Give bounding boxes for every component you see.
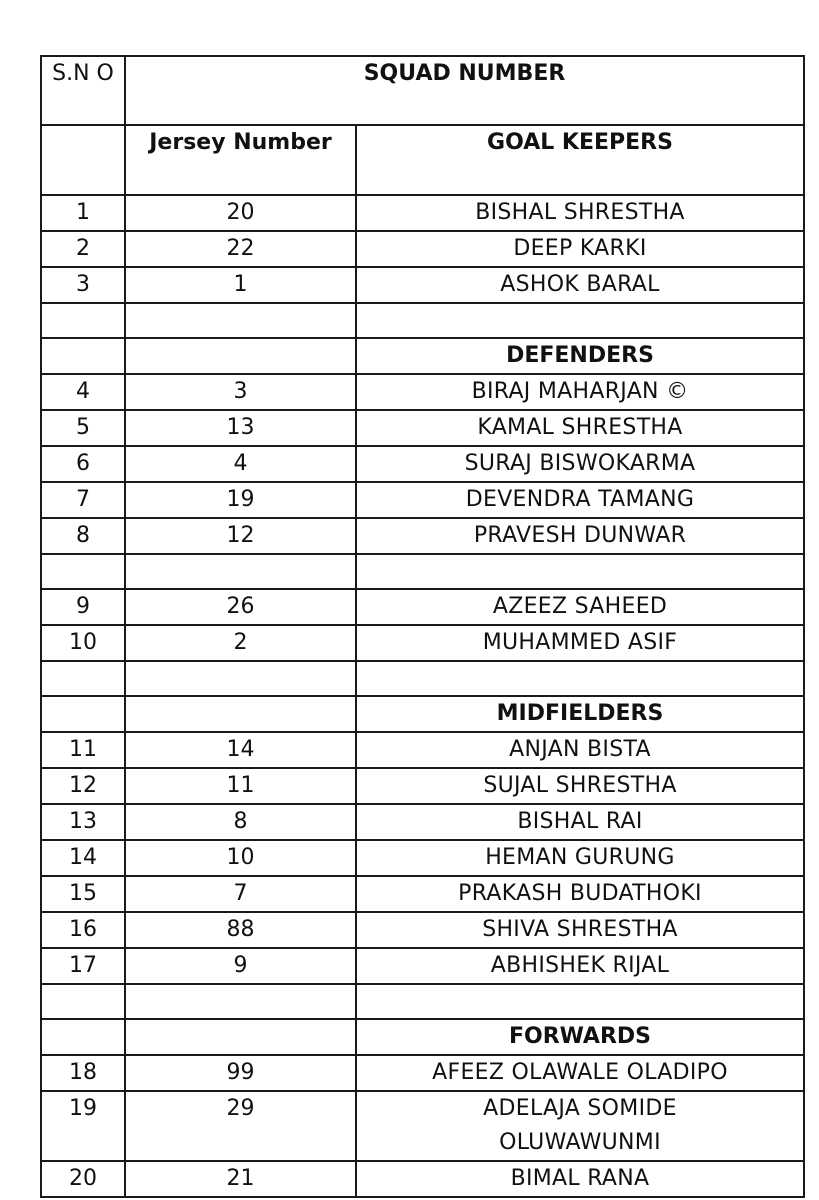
sno-cell: 19	[41, 1091, 125, 1161]
jersey-cell: 29	[125, 1091, 356, 1161]
sno-cell: 12	[41, 768, 125, 804]
sno-cell: 20	[41, 1161, 125, 1197]
sno-cell: 17	[41, 948, 125, 984]
empty-cell	[125, 696, 356, 732]
jersey-cell: 8	[125, 804, 356, 840]
table-row	[41, 625, 804, 661]
sno-cell: 1	[41, 195, 125, 231]
empty-cell	[356, 661, 804, 696]
player-name-cell: AFEEZ OLAWALE OLADIPO	[356, 1055, 804, 1091]
player-name-cell: KAMAL SHRESTHA	[356, 410, 804, 446]
empty-cell	[125, 338, 356, 374]
player-name-cell: BIMAL RANA	[356, 1161, 804, 1197]
jersey-cell: 88	[125, 912, 356, 948]
sno-cell: 3	[41, 267, 125, 303]
player-name-cell: ASHOK BARAL	[356, 267, 804, 303]
section-midfielders: MIDFIELDERS	[356, 696, 804, 732]
squad-table	[40, 55, 805, 1198]
sno-cell: 9	[41, 589, 125, 625]
jersey-cell: 99	[125, 1055, 356, 1091]
table-row	[41, 518, 804, 554]
jersey-cell: 1	[125, 267, 356, 303]
table-row	[41, 912, 804, 948]
jersey-cell: 26	[125, 589, 356, 625]
player-name-cell: ABHISHEK RIJAL	[356, 948, 804, 984]
jersey-cell: 9	[125, 948, 356, 984]
player-name-cell: SUJAL SHRESTHA	[356, 768, 804, 804]
empty-cell	[125, 984, 356, 1019]
section-defenders: DEFENDERS	[356, 338, 804, 374]
empty-cell	[125, 1019, 356, 1055]
empty-cell	[41, 303, 125, 338]
player-name-cell: SURAJ BISWOKARMA	[356, 446, 804, 482]
sno-cell: 8	[41, 518, 125, 554]
goalkeepers-header-row	[41, 125, 804, 195]
player-name-cell: DEEP KARKI	[356, 231, 804, 267]
jersey-cell: 19	[125, 482, 356, 518]
empty-cell	[41, 661, 125, 696]
sno-cell: 14	[41, 840, 125, 876]
table-row	[41, 231, 804, 267]
blank-row	[41, 661, 804, 696]
player-name-cell: PRAKASH BUDATHOKI	[356, 876, 804, 912]
player-name-cell: DEVENDRA TAMANG	[356, 482, 804, 518]
sno-cell: 6	[41, 446, 125, 482]
midfielders-header-row	[41, 696, 804, 732]
player-name-cell: MUHAMMED ASIF	[356, 625, 804, 661]
jersey-cell: 10	[125, 840, 356, 876]
table-row	[41, 1091, 804, 1161]
empty-cell	[125, 661, 356, 696]
blank-row	[41, 303, 804, 338]
blank-row	[41, 984, 804, 1019]
sno-cell: 15	[41, 876, 125, 912]
empty-cell	[356, 303, 804, 338]
player-name-cell: HEMAN GURUNG	[356, 840, 804, 876]
table-row	[41, 446, 804, 482]
empty-cell	[41, 338, 125, 374]
table-row	[41, 1161, 804, 1197]
section-goal-keepers: GOAL KEEPERS	[356, 125, 804, 195]
squad-number-title: SQUAD NUMBER	[125, 56, 804, 125]
empty-cell	[41, 554, 125, 589]
player-name-cell: PRAVESH DUNWAR	[356, 518, 804, 554]
jersey-cell: 12	[125, 518, 356, 554]
sno-cell: 2	[41, 231, 125, 267]
player-name-cell: AZEEZ SAHEED	[356, 589, 804, 625]
empty-cell	[356, 554, 804, 589]
jersey-cell: 7	[125, 876, 356, 912]
sno-cell: 7	[41, 482, 125, 518]
table-row	[41, 840, 804, 876]
section-forwards: FORWARDS	[356, 1019, 804, 1055]
table-row	[41, 482, 804, 518]
table-row	[41, 589, 804, 625]
player-name-cell: ADELAJA SOMIDE OLUWAWUNMI	[356, 1091, 804, 1161]
jersey-cell: 14	[125, 732, 356, 768]
table-row	[41, 374, 804, 410]
table-row	[41, 768, 804, 804]
table-row	[41, 1055, 804, 1091]
forwards-header-row	[41, 1019, 804, 1055]
jersey-cell: 20	[125, 195, 356, 231]
table-row	[41, 410, 804, 446]
player-name-cell: BIRAJ MAHARJAN ©	[356, 374, 804, 410]
jersey-cell: 21	[125, 1161, 356, 1197]
blank-row	[41, 554, 804, 589]
empty-cell	[41, 984, 125, 1019]
sno-cell: 18	[41, 1055, 125, 1091]
table-row	[41, 876, 804, 912]
jersey-cell: 4	[125, 446, 356, 482]
player-name-cell: SHIVA SHRESTHA	[356, 912, 804, 948]
table-row	[41, 195, 804, 231]
jersey-number-header: Jersey Number	[125, 125, 356, 195]
jersey-cell: 2	[125, 625, 356, 661]
empty-cell	[125, 303, 356, 338]
jersey-cell: 13	[125, 410, 356, 446]
sno-cell: 10	[41, 625, 125, 661]
table-row	[41, 804, 804, 840]
empty-cell	[356, 984, 804, 1019]
sno-cell: 16	[41, 912, 125, 948]
sno-header: S.N O	[41, 56, 125, 125]
defenders-header-row	[41, 338, 804, 374]
jersey-cell: 11	[125, 768, 356, 804]
table-row	[41, 267, 804, 303]
table-row	[41, 948, 804, 984]
table-row	[41, 732, 804, 768]
title-row	[41, 56, 804, 125]
jersey-cell: 22	[125, 231, 356, 267]
player-name-cell: BISHAL RAI	[356, 804, 804, 840]
player-name-cell: BISHAL SHRESTHA	[356, 195, 804, 231]
jersey-cell: 3	[125, 374, 356, 410]
sno-cell: 5	[41, 410, 125, 446]
empty-cell	[125, 554, 356, 589]
sno-cell: 13	[41, 804, 125, 840]
empty-cell	[41, 125, 125, 195]
player-name-cell: ANJAN BISTA	[356, 732, 804, 768]
empty-cell	[41, 696, 125, 732]
empty-cell	[41, 1019, 125, 1055]
sno-cell: 11	[41, 732, 125, 768]
sno-cell: 4	[41, 374, 125, 410]
